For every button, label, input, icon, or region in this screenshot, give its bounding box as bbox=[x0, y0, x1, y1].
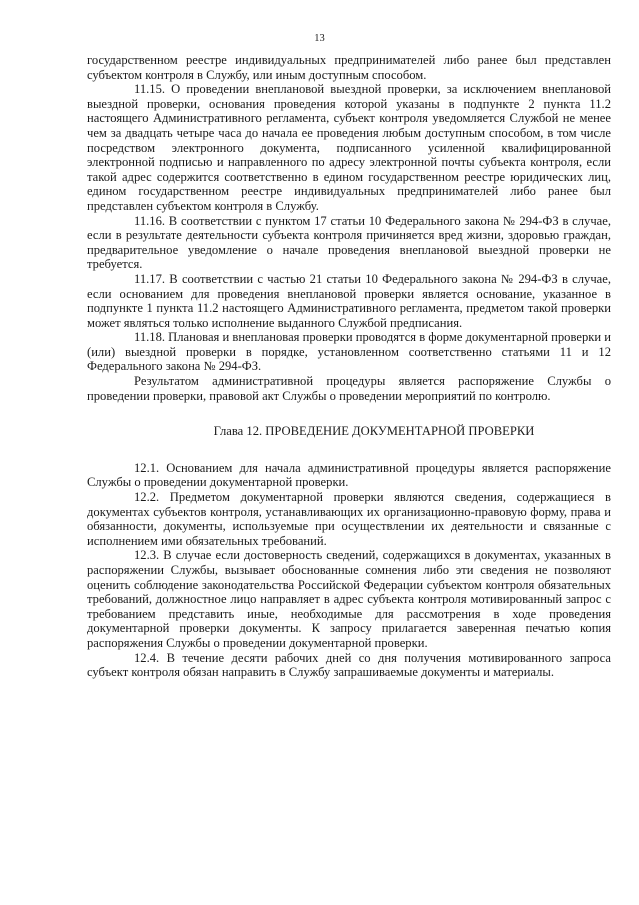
paragraph-12-4: 12.4. В течение десяти рабочих дней со дня получения мотивированного запроса субъект контроля обязан направить в Службу запрашиваемые документы и материалы. bbox=[87, 650, 611, 680]
paragraph-11-17: 11.17. В соответствии с частью 21 статьи 10 Федерального закона № 294-ФЗ в случае, если основанием для проведения внеплановой проверки является основание, указанное в подпункте 1 пункта 11.2 настоящего Административного регламента, предметом такой проверки может являться только исполнение выданного Службой предписания. bbox=[87, 271, 611, 330]
spacer bbox=[87, 403, 611, 424]
paragraph-result: Результатом административной процедуры является распоряжение Службы о проведении проверки, правовой акт Службы о проведении мероприятий по контролю. bbox=[87, 374, 611, 403]
spacer bbox=[87, 439, 611, 461]
paragraph-12-2: 12.2. Предметом документарной проверки являются сведения, содержащиеся в документах субъектов контроля, устанавливающих их организационно-правовую форму, права и обязанности, документы, используемые при осуществлении их деятельности и связанные с исполнением ими обязательных требований. bbox=[87, 490, 611, 548]
paragraph-11-18: 11.18. Плановая и внеплановая проверки проводятся в форме документарной проверки и (или) выездной проверки в порядке, установленном соответственно статьями 11 и 12 Федерального закона № 294-ФЗ. bbox=[87, 330, 611, 374]
chapter-title: Глава 12. ПРОВЕДЕНИЕ ДОКУМЕНТАРНОЙ ПРОВЕРКИ bbox=[213, 424, 535, 439]
paragraph-12-3: 12.3. В случае если достоверность сведений, содержащихся в документах, указанных в распоряжении Службы, вызывает обоснованные сомнения либо эти сведения не позволяют оценить соблюдение законодательства Российской Федерации субъектом контроля обязательных требований, должностное лицо направляет в адрес субъекта контроля мотивированный запрос с требованием представить иные, необходимые для рассмотрения в ходе проведения документарной проверки документы. К запросу прилагается заверенная печатью копия распоряжения Службы о проведении документарной проверки. bbox=[87, 548, 611, 650]
paragraph-continuation: государственном реестре индивидуальных предпринимателей либо ранее был представлен субъектом контроля в Службу, или иным доступным способом. bbox=[87, 53, 611, 82]
paragraph-12-1: 12.1. Основанием для начала административной процедуры является распоряжение Службы о проведении документарной проверки. bbox=[87, 460, 611, 490]
document-body bbox=[87, 53, 611, 680]
paragraph-11-16: 11.16. В соответствии с пунктом 17 статьи 10 Федерального закона № 294-ФЗ в случае, если в результате деятельности субъекта контроля причиняется вред жизни, здоровью граждан, предварительное уведомление о начале проведения внеплановой выездной проверки не требуется. bbox=[87, 213, 611, 272]
paragraph-11-15: 11.15. О проведении внеплановой выездной проверки, за исключением внеплановой выездной проверки, основания проведения которой указаны в подпункте 2 пункта 11.2 настоящего Административного регламента, субъект контроля уведомляется Службой не менее чем за двадцать четыре часа до начала ее проведения любым доступным способом, в том числе посредством электронного документа, подписанного усиленной квалифицированной электронной подписью и направленного по адресу электронной почты субъекта контроля, если такой адрес содержится соответственно в едином государственном реестре юридических лиц, едином государственном реестре индивидуальных предпринимателей либо ранее был представлен субъектом контроля в Службу. bbox=[87, 82, 611, 213]
page-number: 13 bbox=[314, 33, 325, 44]
